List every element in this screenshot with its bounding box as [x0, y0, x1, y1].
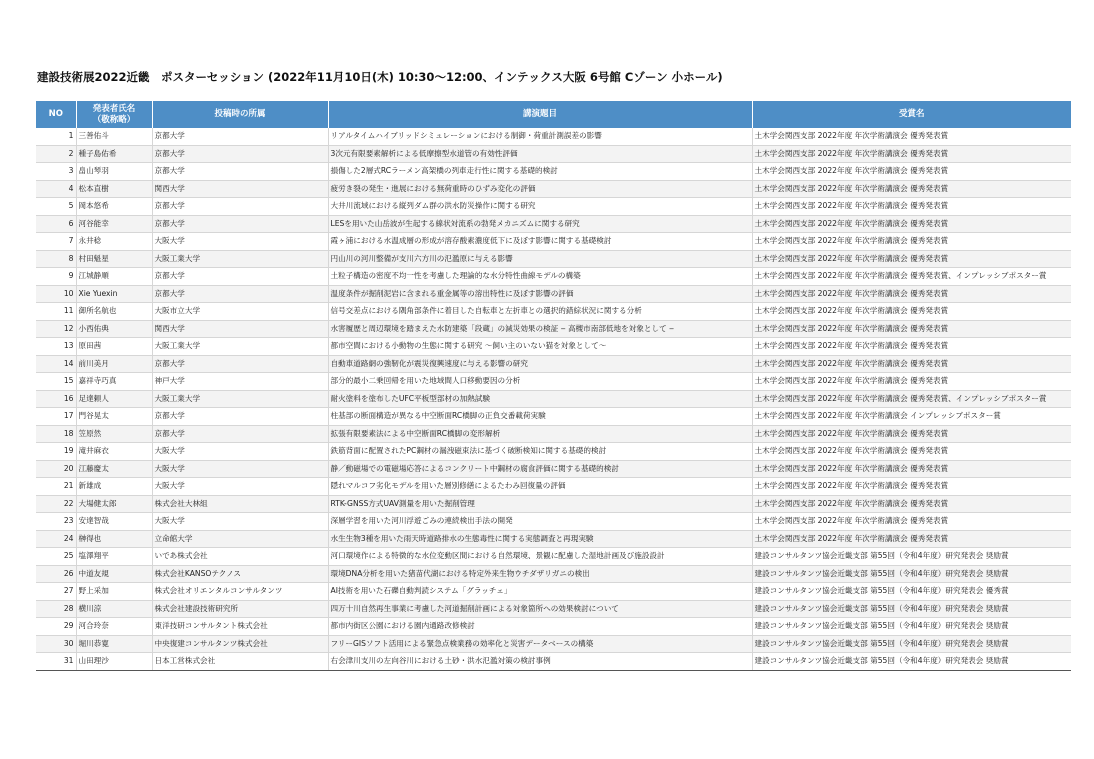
cell-affiliation: 京都大学 [152, 425, 328, 443]
cell-no: 22 [36, 495, 76, 513]
header-name-line1: 発表者氏名 [92, 103, 136, 114]
table-row [36, 653, 1071, 671]
cell-affiliation: 大阪大学 [152, 460, 328, 478]
cell-title: AI技術を用いた石礫自動判読システム「グラッチェ」 [328, 583, 752, 601]
cell-presenter-name: 河谷能幸 [76, 215, 152, 233]
cell-award: 土木学会関西支部 2022年度 年次学術講演会 優秀発表賞 [752, 180, 1071, 198]
cell-no: 29 [36, 618, 76, 636]
cell-title: 都市内街区公園における園内通路改修検討 [328, 618, 752, 636]
cell-award: 土木学会関西支部 2022年度 年次学術講演会 優秀発表賞 [752, 233, 1071, 251]
cell-affiliation: いであ株式会社 [152, 548, 328, 566]
cell-affiliation: 大阪工業大学 [152, 390, 328, 408]
cell-title: 右会津川支川の左向谷川における土砂・洪水氾濫対策の検討事例 [328, 653, 752, 671]
cell-presenter-name: 足達頼人 [76, 390, 152, 408]
cell-affiliation: 大阪大学 [152, 443, 328, 461]
cell-presenter-name: 江藤慶太 [76, 460, 152, 478]
cell-award: 土木学会関西支部 2022年度 年次学術講演会 優秀発表賞 [752, 373, 1071, 391]
cell-affiliation: 京都大学 [152, 285, 328, 303]
cell-award: 建設コンサルタンツ協会近畿支部 第55回（令和4年度）研究発表会 奨励賞 [752, 600, 1071, 618]
cell-affiliation: 大阪工業大学 [152, 250, 328, 268]
table-row [36, 425, 1071, 443]
cell-title: 都市空間における小動物の生態に関する研究 ～飼い主のいない猫を対象として～ [328, 338, 752, 356]
table-row [36, 460, 1071, 478]
cell-no: 30 [36, 635, 76, 653]
cell-award: 建設コンサルタンツ協会近畿支部 第55回（令和4年度）研究発表会 奨励賞 [752, 653, 1071, 671]
cell-no: 10 [36, 285, 76, 303]
cell-no: 13 [36, 338, 76, 356]
table-row [36, 198, 1071, 216]
cell-no: 18 [36, 425, 76, 443]
cell-presenter-name: 江城静順 [76, 268, 152, 286]
cell-presenter-name: 滝井麻衣 [76, 443, 152, 461]
cell-presenter-name: 笠原然 [76, 425, 152, 443]
cell-affiliation: 中央復建コンサルタンツ株式会社 [152, 635, 328, 653]
cell-no: 31 [36, 653, 76, 671]
cell-title: 自動車道路網の強靭化が震災復興速度に与える影響の研究 [328, 355, 752, 373]
cell-title: 環境DNA分析を用いた猪苗代湖における特定外来生物ウチダザリガニの検出 [328, 565, 752, 583]
cell-award: 建設コンサルタンツ協会近畿支部 第55回（令和4年度）研究発表会 奨励賞 [752, 635, 1071, 653]
cell-presenter-name: 御所名航也 [76, 303, 152, 321]
cell-affiliation: 京都大学 [152, 128, 328, 145]
table-row [36, 513, 1071, 531]
cell-award: 土木学会関西支部 2022年度 年次学術講演会 優秀発表賞 [752, 495, 1071, 513]
cell-award: 土木学会関西支部 2022年度 年次学術講演会 優秀発表賞 [752, 285, 1071, 303]
cell-title: 拡張有限要素法による中空断面RC橋脚の変形解析 [328, 425, 752, 443]
cell-no: 25 [36, 548, 76, 566]
cell-presenter-name: 岡本悠希 [76, 198, 152, 216]
cell-title: フリーGISソフト活用による緊急点検業務の効率化と災害データベースの構築 [328, 635, 752, 653]
table-row [36, 285, 1071, 303]
cell-title: 鉄筋背面に配置されたPC鋼材の漏洩磁束法に基づく破断検知に関する基礎的検討 [328, 443, 752, 461]
cell-no: 12 [36, 320, 76, 338]
cell-award: 土木学会関西支部 2022年度 年次学術講演会 優秀発表賞 [752, 513, 1071, 531]
cell-title: 柱基部の断面構造が異なる中空断面RC橋脚の正負交番載荷実験 [328, 408, 752, 426]
header-title: 講演題目 [328, 101, 752, 128]
cell-award: 土木学会関西支部 2022年度 年次学術講演会 優秀発表賞 [752, 303, 1071, 321]
cell-title: 静／動磁場での電磁場応答によるコンクリート中鋼材の腐食評価に関する基礎的検討 [328, 460, 752, 478]
cell-presenter-name: 永井稔 [76, 233, 152, 251]
cell-award: 土木学会関西支部 2022年度 年次学術講演会 優秀発表賞 [752, 425, 1071, 443]
table-row [36, 600, 1071, 618]
cell-presenter-name: 堀川恭寛 [76, 635, 152, 653]
cell-no: 17 [36, 408, 76, 426]
cell-award: 土木学会関西支部 2022年度 年次学術講演会 優秀発表賞、インプレッシブポスター賞 [752, 390, 1071, 408]
cell-presenter-name: 新雄成 [76, 478, 152, 496]
table-row [36, 215, 1071, 233]
cell-title: 部分的最小二乗回帰を用いた地域間人口移動要因の分析 [328, 373, 752, 391]
table-row [36, 408, 1071, 426]
cell-no: 14 [36, 355, 76, 373]
cell-title: 円山川の河川整備が支川六方川の氾濫原に与える影響 [328, 250, 752, 268]
header-award: 受賞名 [752, 101, 1071, 128]
cell-title: 大井川流域における縦列ダム群の洪水防災操作に関する研究 [328, 198, 752, 216]
cell-award: 建設コンサルタンツ協会近畿支部 第55回（令和4年度）研究発表会 優秀賞 [752, 583, 1071, 601]
cell-no: 7 [36, 233, 76, 251]
table-row [36, 373, 1071, 391]
cell-affiliation: 株式会社大林組 [152, 495, 328, 513]
cell-affiliation: 大阪大学 [152, 478, 328, 496]
table-header-row [36, 101, 1071, 128]
cell-award: 土木学会関西支部 2022年度 年次学術講演会 優秀発表賞 [752, 478, 1071, 496]
cell-presenter-name: 原田茜 [76, 338, 152, 356]
table-row [36, 478, 1071, 496]
table-row [36, 268, 1071, 286]
cell-title: RTK-GNSS方式UAV測量を用いた掘削管理 [328, 495, 752, 513]
cell-no: 23 [36, 513, 76, 531]
table-row [36, 180, 1071, 198]
cell-award: 土木学会関西支部 2022年度 年次学術講演会 優秀発表賞 [752, 460, 1071, 478]
table-row [36, 618, 1071, 636]
cell-presenter-name: 小西佑典 [76, 320, 152, 338]
cell-title: 耐火塗料を塗布したUFC平板型部材の加熱試験 [328, 390, 752, 408]
cell-affiliation: 京都大学 [152, 198, 328, 216]
cell-affiliation: 立命館大学 [152, 530, 328, 548]
cell-affiliation: 京都大学 [152, 163, 328, 181]
cell-presenter-name: 河合玲奈 [76, 618, 152, 636]
cell-title: リアルタイムハイブリッドシミュレーションにおける制御・荷重計測誤差の影響 [328, 128, 752, 145]
cell-presenter-name: 野上采加 [76, 583, 152, 601]
cell-award: 土木学会関西支部 2022年度 年次学術講演会 優秀発表賞 [752, 250, 1071, 268]
cell-title: 水生生物3種を用いた雨天時道路排水の生態毒性に関する実態調査と再現実験 [328, 530, 752, 548]
cell-no: 16 [36, 390, 76, 408]
cell-title: LESを用いた山岳波が生起する線状対流系の勃発メカニズムに関する研究 [328, 215, 752, 233]
cell-award: 土木学会関西支部 2022年度 年次学術講演会 優秀発表賞 [752, 198, 1071, 216]
cell-no: 28 [36, 600, 76, 618]
cell-affiliation: 京都大学 [152, 355, 328, 373]
table-row [36, 145, 1071, 163]
cell-presenter-name: 前川美月 [76, 355, 152, 373]
cell-no: 6 [36, 215, 76, 233]
cell-award: 土木学会関西支部 2022年度 年次学術講演会 優秀発表賞 [752, 355, 1071, 373]
cell-affiliation: 大阪市立大学 [152, 303, 328, 321]
table-row [36, 635, 1071, 653]
table-row [36, 320, 1071, 338]
cell-award: 土木学会関西支部 2022年度 年次学術講演会 優秀発表賞 [752, 128, 1071, 145]
cell-award: 土木学会関西支部 2022年度 年次学術講演会 優秀発表賞 [752, 163, 1071, 181]
cell-affiliation: 関西大学 [152, 320, 328, 338]
cell-title: 四万十川自然再生事業に考慮した河道掘削計画による対象箇所への効果検討について [328, 600, 752, 618]
cell-affiliation: 株式会社KANSOテクノス [152, 565, 328, 583]
cell-award: 土木学会関西支部 2022年度 年次学術講演会 優秀発表賞 [752, 145, 1071, 163]
cell-title: 隠れマルコフ劣化モデルを用いた層別修繕によるたわみ回復量の評価 [328, 478, 752, 496]
cell-title: 深層学習を用いた河川浮遊ごみの連続検出手法の開発 [328, 513, 752, 531]
header-no: NO [36, 101, 76, 128]
cell-award: 建設コンサルタンツ協会近畿支部 第55回（令和4年度）研究発表会 奨励賞 [752, 548, 1071, 566]
cell-presenter-name: 大場健太郎 [76, 495, 152, 513]
cell-no: 8 [36, 250, 76, 268]
cell-title: 疲労き裂の発生・進展における無荷重時のひずみ変化の評価 [328, 180, 752, 198]
page-title: 建設技術展2022近畿 ポスターセッション (2022年11月10日(木) 10:30～12:00、インテックス大阪 6号館 Cゾーン 小ホール) [37, 70, 723, 84]
cell-presenter-name: 門谷晃太 [76, 408, 152, 426]
table-row [36, 303, 1071, 321]
table-row [36, 355, 1071, 373]
cell-no: 4 [36, 180, 76, 198]
cell-presenter-name: 榊得也 [76, 530, 152, 548]
cell-no: 1 [36, 128, 76, 145]
table-row [36, 250, 1071, 268]
cell-title: 損傷した2層式RCラーメン高架橋の列車走行性に関する基礎的検討 [328, 163, 752, 181]
cell-title: 3次元有限要素解析による低摩擦型水道管の有効性評価 [328, 145, 752, 163]
table-row [36, 390, 1071, 408]
cell-title: 河口環境作による特徴的な水位変動区間における自然環境、景観に配慮した湿地計画及び施設設計 [328, 548, 752, 566]
cell-affiliation: 神戸大学 [152, 373, 328, 391]
cell-no: 21 [36, 478, 76, 496]
table-row [36, 443, 1071, 461]
cell-award: 土木学会関西支部 2022年度 年次学術講演会 優秀発表賞 [752, 338, 1071, 356]
cell-presenter-name: 塩澤翔平 [76, 548, 152, 566]
cell-award: 土木学会関西支部 2022年度 年次学術講演会 インプレッシブポスター賞 [752, 408, 1071, 426]
header-presenter-name [76, 101, 152, 128]
cell-affiliation: 東洋技研コンサルタント株式会社 [152, 618, 328, 636]
cell-presenter-name: 畠山琴羽 [76, 163, 152, 181]
cell-award: 土木学会関西支部 2022年度 年次学術講演会 優秀発表賞、インプレッシブポスター賞 [752, 268, 1071, 286]
header-name-line2: （敬称略） [92, 114, 136, 125]
cell-title: 霞ヶ浦における水温成層の形成が溶存酸素濃度低下に及ぼす影響に関する基礎検討 [328, 233, 752, 251]
cell-award: 土木学会関西支部 2022年度 年次学術講演会 優秀発表賞 [752, 215, 1071, 233]
cell-affiliation: 大阪大学 [152, 513, 328, 531]
cell-presenter-name: 山田理沙 [76, 653, 152, 671]
cell-presenter-name: 横川涼 [76, 600, 152, 618]
cell-affiliation: 株式会社建設技術研究所 [152, 600, 328, 618]
cell-presenter-name: 松本直樹 [76, 180, 152, 198]
table-row [36, 565, 1071, 583]
poster-session-table [36, 101, 1071, 671]
table-body [36, 128, 1071, 670]
table-row [36, 338, 1071, 356]
cell-award: 土木学会関西支部 2022年度 年次学術講演会 優秀発表賞 [752, 530, 1071, 548]
cell-no: 27 [36, 583, 76, 601]
cell-affiliation: 京都大学 [152, 145, 328, 163]
cell-presenter-name: 三善佑斗 [76, 128, 152, 145]
table-row [36, 495, 1071, 513]
cell-title: 温度条件が掘削泥岩に含まれる重金属等の溶出特性に及ぼす影響の評価 [328, 285, 752, 303]
header-affiliation: 投稿時の所属 [152, 101, 328, 128]
cell-no: 24 [36, 530, 76, 548]
cell-no: 2 [36, 145, 76, 163]
cell-award: 建設コンサルタンツ協会近畿支部 第55回（令和4年度）研究発表会 奨励賞 [752, 618, 1071, 636]
cell-no: 26 [36, 565, 76, 583]
cell-affiliation: 日本工営株式会社 [152, 653, 328, 671]
cell-affiliation: 京都大学 [152, 215, 328, 233]
cell-affiliation: 京都大学 [152, 268, 328, 286]
table-row [36, 548, 1071, 566]
cell-affiliation: 関西大学 [152, 180, 328, 198]
cell-presenter-name: 中道友規 [76, 565, 152, 583]
cell-presenter-name: 村田魁星 [76, 250, 152, 268]
cell-affiliation: 大阪工業大学 [152, 338, 328, 356]
cell-award: 土木学会関西支部 2022年度 年次学術講演会 優秀発表賞 [752, 443, 1071, 461]
cell-affiliation: 京都大学 [152, 408, 328, 426]
cell-affiliation: 株式会社オリエンタルコンサルタンツ [152, 583, 328, 601]
cell-affiliation: 大阪大学 [152, 233, 328, 251]
cell-presenter-name: 種子島佑希 [76, 145, 152, 163]
table-row [36, 530, 1071, 548]
table-row [36, 163, 1071, 181]
cell-no: 15 [36, 373, 76, 391]
cell-title: 土粒子構造の密度不均一性を考慮した理論的な水分特性曲線モデルの構築 [328, 268, 752, 286]
cell-no: 19 [36, 443, 76, 461]
cell-title: 水害履歴と周辺環境を踏まえた水防建築「段蔵」の減災効果の検証 ‒ 高槻市南部低地を対象として ‒ [328, 320, 752, 338]
cell-presenter-name: 嘉祥寺巧真 [76, 373, 152, 391]
cell-award: 土木学会関西支部 2022年度 年次学術講演会 優秀発表賞 [752, 320, 1071, 338]
cell-no: 5 [36, 198, 76, 216]
table-row [36, 233, 1071, 251]
cell-no: 20 [36, 460, 76, 478]
cell-no: 11 [36, 303, 76, 321]
cell-no: 3 [36, 163, 76, 181]
cell-award: 建設コンサルタンツ協会近畿支部 第55回（令和4年度）研究発表会 奨励賞 [752, 565, 1071, 583]
table-row [36, 583, 1071, 601]
cell-no: 9 [36, 268, 76, 286]
cell-presenter-name: 安達智哉 [76, 513, 152, 531]
table-row [36, 128, 1071, 145]
cell-presenter-name: Xie Yuexin [76, 285, 152, 303]
cell-title: 信号交差点における隅角部条件に着目した自転車と左折車との選択的錯綜状況に関する分析 [328, 303, 752, 321]
